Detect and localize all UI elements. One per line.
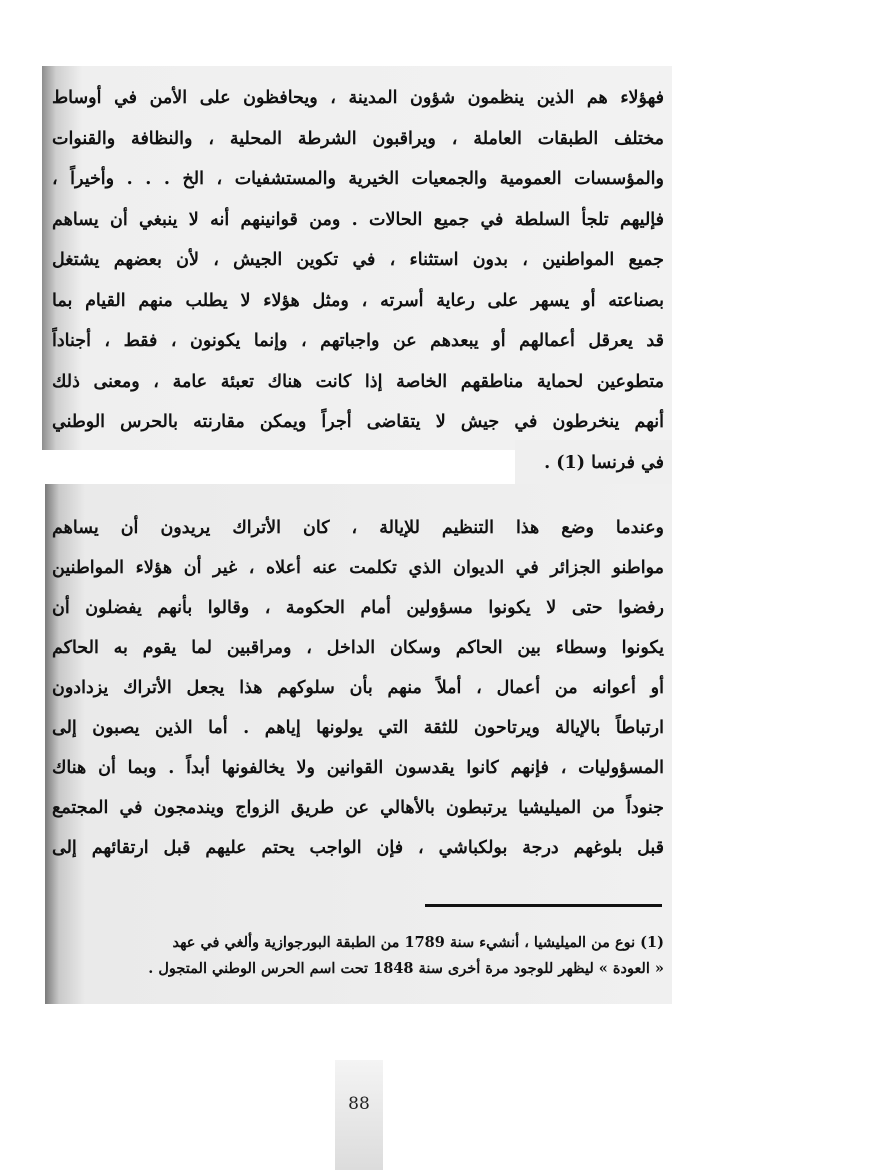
text-line: المسؤوليات ، فإنهم كانوا يقدسون القوانين ولا يخالفونها أبداً . وبما أن هناك xyxy=(52,758,664,778)
text-line: في فرنسا (1) . xyxy=(544,452,664,473)
text-line: بصناعته أو يسهر على رعاية أسرته ، ومثل هؤلاء لا يطلب منهم القيام بما xyxy=(52,290,664,311)
text-line: قد يعرقل أعمالهم أو يبعدهم عن واجباتهم ، وإنما يكونون ، فقط ، أجناداً xyxy=(52,331,664,351)
footnote xyxy=(50,930,664,982)
paragraph-1 xyxy=(52,78,664,483)
text-line: مواطنو الجزائر في الديوان الذي تكلمت عنه أعلاه ، غير أن هؤلاء المواطنين xyxy=(52,558,664,578)
text-line: رفضوا حتى لا يكونوا مسؤولين أمام الحكومة ، وقالوا بأنهم يفضلون أن xyxy=(52,598,664,618)
text-line: فهؤلاء هم الذين ينظمون شؤون المدينة ، ويحافظون على الأمن في أوساط xyxy=(52,88,664,108)
text-line: ارتباطاً بالإيالة ويرتاحون للثقة التي يولونها إياهم . أما الذين يصبون إلى xyxy=(52,718,664,738)
page-number: 88 xyxy=(348,1094,370,1114)
text-line: مختلف الطبقات العاملة ، ويراقبون الشرطة المحلية ، والنظافة والقنوات xyxy=(52,128,664,149)
page-number-strip xyxy=(335,1060,383,1170)
text-line: والمؤسسات العمومية والجمعيات الخيرية والمستشفيات ، الخ . . . وأخيراً ، xyxy=(52,169,664,189)
text-line: أنهم ينخرطون في جيش لا يتقاضى أجراً ويمكن مقارنته بالحرس الوطني xyxy=(52,412,664,432)
paragraph-2 xyxy=(52,508,664,868)
text-line: يكونوا وسطاء بين الحاكم وسكان الداخل ، ومراقبين لما يقوم به الحاكم xyxy=(52,638,664,658)
text-line: أو أعوانه من أعمال ، أملاً منهم بأن سلوكهم هذا يجعل الأتراك يزدادون xyxy=(52,678,664,698)
footnote-line: « العودة » ليظهر للوجود مرة أخرى سنة 1848 تحت اسم الحرس الوطني المتجول . xyxy=(148,960,664,977)
text-line: قبل بلوغهم درجة بولكباشي ، فإن الواجب يحتم عليهم قبل ارتقائهم إلى xyxy=(52,838,664,858)
footnote-divider xyxy=(425,904,662,907)
text-line: متطوعين لحماية مناطقهم الخاصة إذا كانت هناك تعبئة عامة ، ومعنى ذلك xyxy=(52,371,664,392)
text-line: جميع المواطنين ، بدون استثناء ، في تكوين الجيش ، لأن بعضهم يشتغل xyxy=(52,250,664,270)
text-line: جنوداً من الميليشيا يرتبطون بالأهالي عن طريق الزواج ويندمجون في المجتمع xyxy=(52,798,664,818)
text-line: فإليهم تلجأ السلطة في جميع الحالات . ومن قوانينهم أنه لا ينبغي أن يساهم xyxy=(52,209,664,230)
text-line: وعندما وضع هذا التنظيم للإيالة ، كان الأتراك يريدون أن يساهم xyxy=(52,518,664,538)
footnote-line: (1) نوع من الميليشيا ، أنشيء سنة 1789 من الطبقة البورجوازية وألغي في عهد xyxy=(172,934,664,951)
